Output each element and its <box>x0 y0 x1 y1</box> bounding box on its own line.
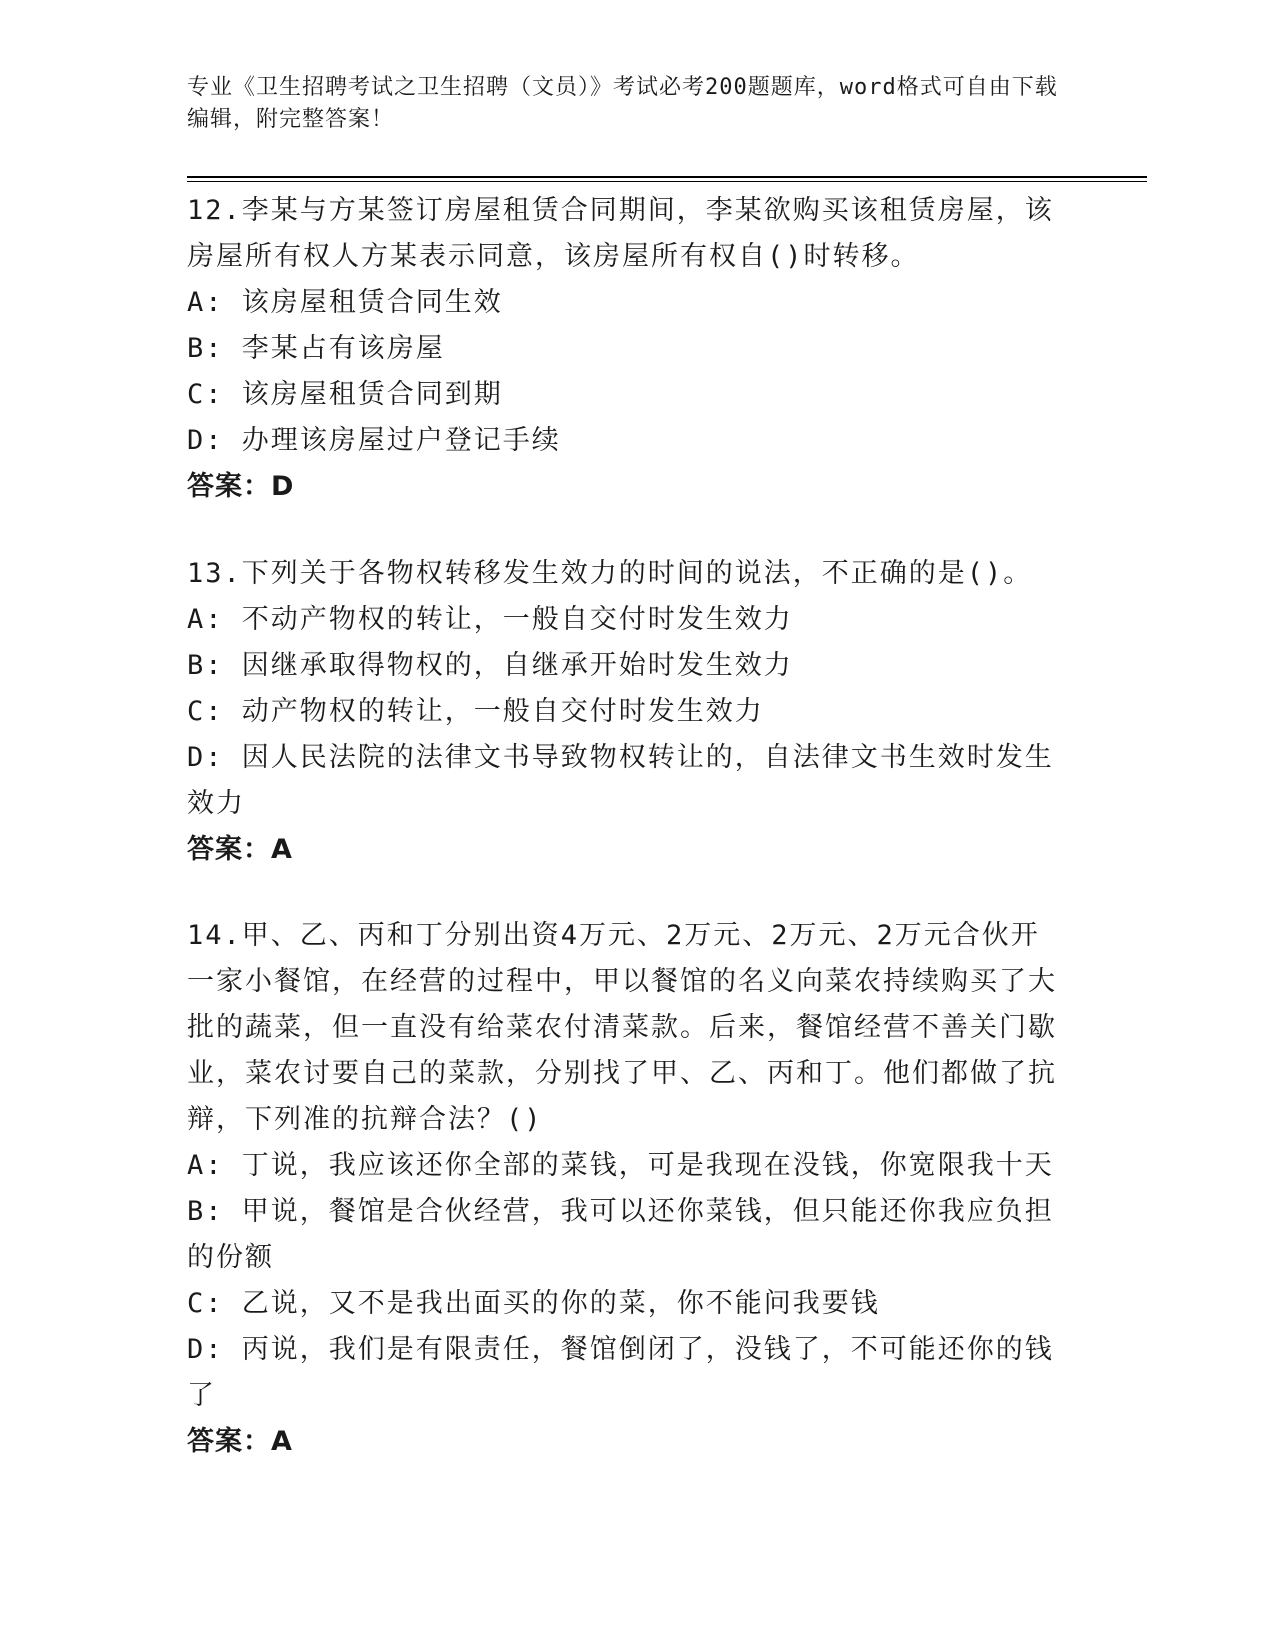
option-d: D: 丙说，我们是有限责任，餐馆倒闭了，没钱了，不可能还你的钱了 <box>187 1334 1054 1411</box>
option-c: C: 动产物权的转让，一般自交付时发生效力 <box>187 696 764 727</box>
answer-line: 答案：A <box>187 834 293 865</box>
option-b: B: 甲说，餐馆是合伙经营，我可以还你菜钱，但只能还你我应负担的份额 <box>187 1196 1054 1273</box>
option-d: D: 办理该房屋过户登记手续 <box>187 425 561 456</box>
header-divider-thin <box>187 181 1147 182</box>
header-divider-thick <box>187 176 1147 178</box>
question-12 <box>187 188 1067 510</box>
question-stem: 13.下列关于各物权转移发生效力的时间的说法，不正确的是()。 <box>187 558 1033 589</box>
answer-line: 答案：D <box>187 471 295 502</box>
option-a: A: 该房屋租赁合同生效 <box>187 287 503 318</box>
option-b: B: 李某占有该房屋 <box>187 333 445 364</box>
option-c: C: 该房屋租赁合同到期 <box>187 379 503 410</box>
option-a: A: 不动产物权的转让，一般自交付时发生效力 <box>187 604 793 635</box>
answer-line: 答案：A <box>187 1426 293 1457</box>
question-14 <box>187 913 1067 1465</box>
option-b: B: 因继承取得物权的，自继承开始时发生效力 <box>187 650 793 681</box>
question-stem: 14.甲、乙、丙和丁分别出资4万元、2万元、2万元、2万元合伙开一家小餐馆，在经营的过程中，甲以餐馆的名义向菜农持续购买了大批的蔬菜，但一直没有给菜农付清菜款。后来，餐馆经营不善关门歇业，菜农讨要自己的菜款，分别找了甲、乙、丙和丁。他们都做了抗辩，下列准的抗辩合法？() <box>187 920 1057 1135</box>
question-stem: 12.李某与方某签订房屋租赁合同期间，李某欲购买该租赁房屋，该房屋所有权人方某表示同意，该房屋所有权自()时转移。 <box>187 195 1054 272</box>
question-13 <box>187 551 1067 873</box>
option-d: D: 因人民法院的法律文书导致物权转让的，自法律文书生效时发生效力 <box>187 742 1054 819</box>
option-c: C: 乙说，又不是我出面买的你的菜，你不能问我要钱 <box>187 1288 880 1319</box>
document-header: 专业《卫生招聘考试之卫生招聘（文员）》考试必考200题题库，word格式可自由下载编辑，附完整答案！ <box>187 75 1058 132</box>
option-a: A: 丁说，我应该还你全部的菜钱，可是我现在没钱，你宽限我十天 <box>187 1150 1054 1181</box>
